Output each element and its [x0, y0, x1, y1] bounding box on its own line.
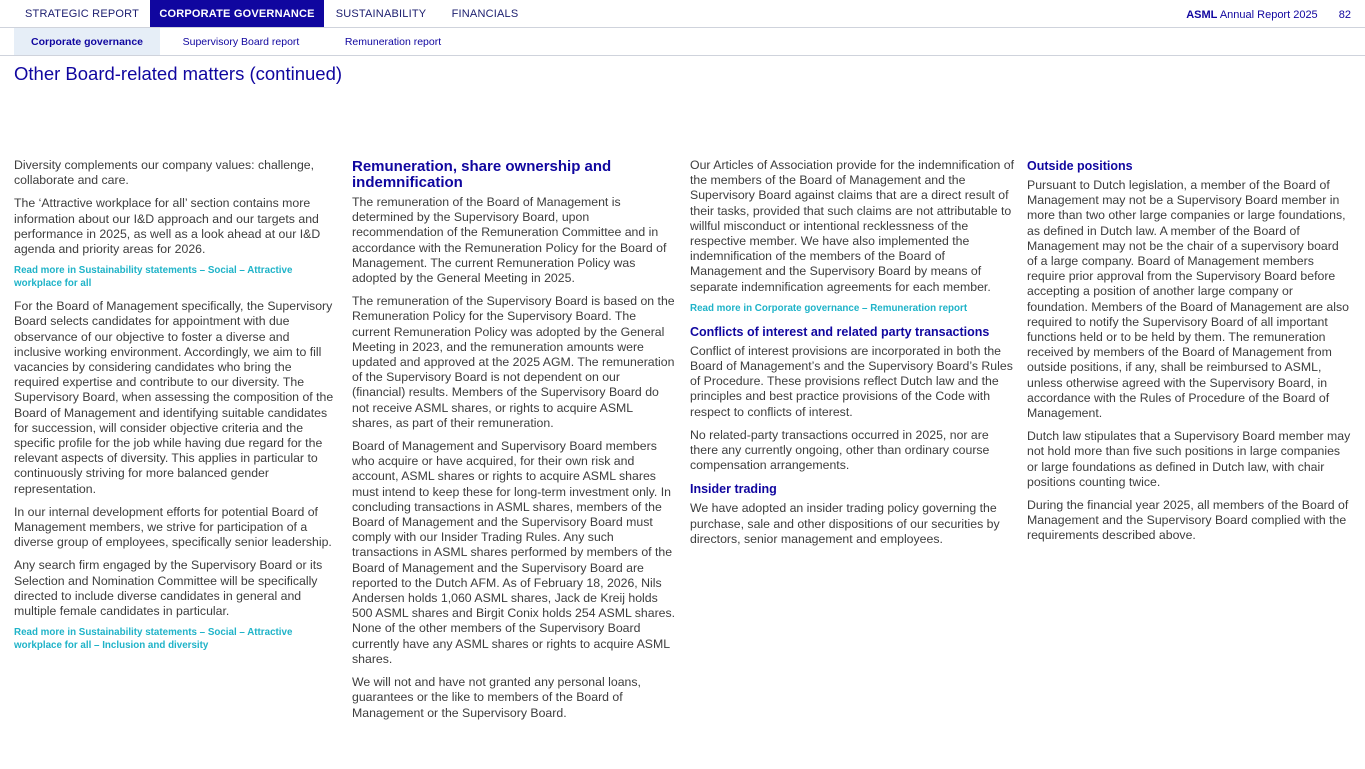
subtab-corporate-governance[interactable]: Corporate governance	[14, 28, 160, 55]
paragraph: The ‘Attractive workplace for all’ section contains more information about our I&D approach and our targets and performance in 2025, as well as a look ahead at our I&D agenda and priority areas for 2026.	[14, 196, 321, 257]
paragraph: Diversity complements our company values: challenge, collaborate and care.	[14, 158, 315, 188]
report-name: Annual Report 2025	[1219, 9, 1318, 21]
read-more-link[interactable]: Read more in Sustainability statements – Social – Attractive workplace for all	[14, 265, 293, 290]
tab-financials[interactable]: FINANCIALS	[451, 8, 519, 20]
paragraph: The remuneration of the Supervisory Board is based on the Remuneration Policy for the Supervisory Board. The current Remuneration Policy was adopted by the General Meeting in 2023, and the remuneration amounts were updated and approved at the 2025 AGM. The remuneration of the Supervisory Board is not dependent on our (financial) results. Members of the Supervisory Board do not receive ASML shares, or rights to acquire ASML shares, as part of their remuneration.	[352, 294, 675, 430]
paragraph: Any search firm engaged by the Supervisory Board or its Selection and Nomination Committee will be specifically directed to include diverse candidates in general and multiple female candidates in particular.	[14, 558, 323, 619]
top-navigation	[0, 0, 1365, 28]
column-3	[690, 158, 1014, 555]
column-1	[14, 158, 336, 661]
subtab-supervisory-board-report[interactable]: Supervisory Board report	[182, 36, 300, 48]
section-heading-outside-positions: Outside positions	[1027, 159, 1133, 173]
read-more-link[interactable]: Read more in Sustainability statements – Social – Attractive workplace for all – Inclusion and diversity	[14, 627, 293, 652]
paragraph: The remuneration of the Board of Management is determined by the Supervisory Board, upon recommendation of the Remuneration Committee and in accordance with the Remuneration Policy for the Board of Management. The current Remuneration Policy was adopted by the General Meeting in 2025.	[352, 195, 667, 286]
section-heading-insider-trading: Insider trading	[690, 482, 777, 497]
paragraph: During the financial year 2025, all members of the Board of Management and the Supervisory Board complied with the requirements described above.	[1027, 498, 1349, 543]
paragraph: Pursuant to Dutch legislation, a member of the Board of Management may not be a Supervisory Board member in more than two other large companies or large foundations, as defined in Dutch law. A member of the Board of Management may not be the chair of a supervisory board of a large company. Board of Management members require prior approval from the Supervisory Board before accepting a position of another large company or foundation. Members of the Board of Management are also required to notify the Supervisory Board of all important functions held or to be held by them. The remuneration received by members of the Board of Management from outside positions, if any, shall be reimbursed to ASML, unless otherwise agreed with the Supervisory Board, in accordance with the Rules of Procedure of the Board of Management.	[1027, 178, 1349, 421]
subtab-remuneration-report[interactable]: Remuneration report	[344, 36, 442, 48]
section-heading-remuneration: Remuneration, share ownership and indemnification	[352, 158, 612, 191]
read-more-link[interactable]: Read more in Corporate governance – Remuneration report	[690, 302, 968, 314]
column-4	[1027, 158, 1351, 552]
paragraph: Our Articles of Association provide for the indemnification of the members of the Board of Management and the Supervisory Board against claims that are a direct result of their tasks, provided that such claims are not attributable to willful misconduct or intentional recklessness of the respective member. We have also implemented the indemnification of the members of the Board of Management and the Supervisory Board by means of separate indemnification agreements for each member.	[690, 158, 1014, 294]
page-number: 82	[1338, 9, 1351, 21]
tab-corporate-governance[interactable]: CORPORATE GOVERNANCE	[150, 0, 324, 27]
paragraph: For the Board of Management specifically, the Supervisory Board selects candidates for appointment with due observance of our objective to foster a diverse and inclusive working environment. Accordingly, we aim to fill vacancies by considering candidates who bring the required expertise and contribute to our diversity. The Supervisory Board, when assessing the composition of the Board of Management and identifying suitable candidates for succession, will consider objective criteria and the specific profile for the job while having due regard for the relevant aspects of diversity. This applies in particular to continuously striving for more balanced gender representation.	[14, 299, 334, 496]
section-heading-conflicts-of-interest: Conflicts of interest and related party transactions	[690, 324, 990, 339]
paragraph: No related-party transactions occurred in 2025, nor are there any currently ongoing, other than ordinary course compensation arrangements.	[690, 427, 990, 473]
paragraph: We will not and have not granted any personal loans, guarantees or the like to members of the Board of Management or the Supervisory Board.	[352, 675, 641, 720]
tab-strategic-report[interactable]: STRATEGIC REPORT	[24, 8, 140, 20]
column-2	[352, 158, 676, 729]
tab-sustainability[interactable]: SUSTAINABILITY	[335, 8, 427, 20]
paragraph: In our internal development efforts for potential Board of Management members, we strive for participation of a diverse group of employees, specifically senior leadership.	[14, 504, 332, 550]
paragraph: Dutch law stipulates that a Supervisory Board member may not hold more than five such positions in large companies or large foundations as defined in Dutch law, with chair positions counting twice.	[1027, 429, 1351, 489]
paragraph: Board of Management and Supervisory Board members who acquire or have acquired, for their own risk and account, ASML shares or rights to acquire ASML shares must intend to keep these for long-term investment only. In concluding transactions in ASML shares, members of the Board of Management and the Supervisory Board must comply with our Insider Trading Rules. Any such transactions in ASML shares performed by members of the Board of Management and the Supervisory Board are reported to the Dutch AFM. As of February 18, 2026, Nils Andersen holds 1,060 ASML shares, Jack de Kreij holds 500 ASML shares and Birgit Conix holds 254 ASML shares. None of the other members of the Supervisory Board currently have any ASML shares or rights to acquire ASML shares.	[352, 439, 676, 666]
paragraph: Conflict of interest provisions are incorporated in both the Board of Management’s and the Supervisory Board’s Rules of Procedure. These provisions reflect Dutch law and the principles and best practice provisions of the Code with respect to conflicts of interest.	[690, 343, 1013, 419]
report-header	[1186, 0, 1351, 27]
brand-name: ASML	[1186, 9, 1218, 21]
paragraph: We have adopted an insider trading policy governing the purchase, sale and other dispositions of our securities by directors, senior management and employees.	[690, 501, 1000, 546]
page-title: Other Board-related matters (continued)	[14, 63, 343, 84]
sub-navigation	[0, 28, 1365, 56]
